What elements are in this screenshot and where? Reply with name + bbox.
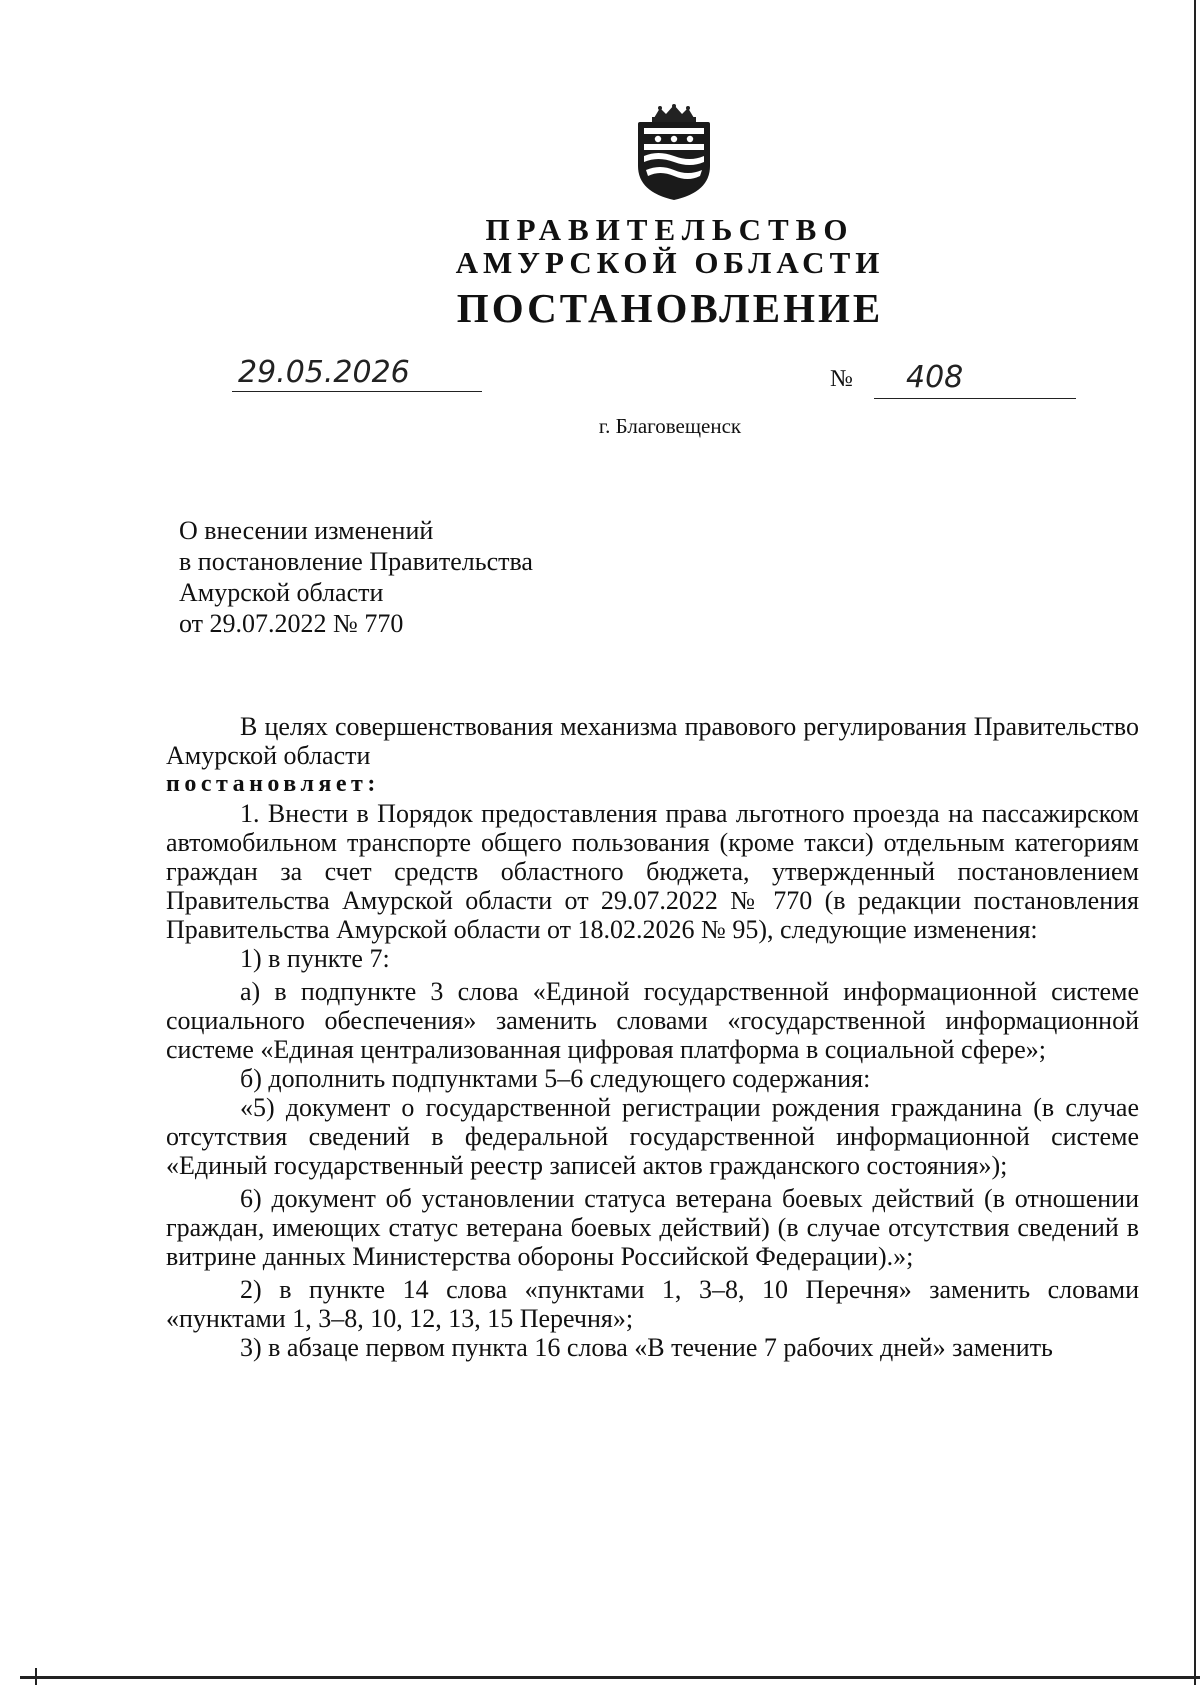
- page-edge-bottom: [20, 1676, 1200, 1679]
- clause-paragraph: 1. Внести в Порядок предоставления права льготного проезда на пассажирском автомобильном транспорте общего пользования (кроме такси) отдельным категориям граждан за счет средств областного бюджета, утвержденный постановлением Правительства Амурской области от 29.07.2022 № 770 (в редакции постановления Правительства Амурской области от 18.02.2026 № 95), следующие изменения:: [166, 799, 1139, 944]
- clause-paragraph: 6) документ об установлении статуса ветерана боевых действий (в отношении граждан, имеющих статус ветерана боевых действий) (в случае отсутствия сведений в витрине данных Министерства обороны Российской Федерации).»;: [166, 1184, 1139, 1271]
- document-number: 408: [906, 360, 964, 395]
- page-edge-tick: [35, 1668, 37, 1685]
- document-body: [166, 712, 1139, 1362]
- subject-line: в постановление Правительства: [179, 547, 533, 576]
- document-subject: [179, 515, 533, 639]
- number-sign: №: [830, 366, 853, 392]
- preamble-paragraph: В целях совершенствования механизма правового регулирования Правительство Амурской области: [166, 712, 1139, 770]
- clause-paragraph: 3) в абзаце первом пункта 16 слова «В течение 7 рабочих дней» заменить: [240, 1333, 1053, 1362]
- clause-paragraph: 1) в пункте 7:: [240, 944, 390, 973]
- government-name-line1: ПРАВИТЕЛЬСТВО: [485, 212, 855, 247]
- date-underline: [232, 391, 482, 392]
- subject-line: О внесении изменений: [179, 516, 434, 545]
- decree-word: постановляет:: [166, 771, 380, 797]
- document-type-title: ПОСТАНОВЛЕНИЕ: [456, 285, 884, 331]
- clause-paragraph: а) в подпункте 3 слова «Единой государственной информационной системе социального обеспечения» заменить словами «государственной информационной системе «Единая централизованная цифровая платформа в социальной сфере»;: [166, 977, 1139, 1064]
- number-underline: [874, 398, 1076, 399]
- document-city: г. Благовещенск: [598, 414, 742, 438]
- document-date: 29.05.2026: [238, 355, 410, 390]
- government-name-line2: АМУРСКОЙ ОБЛАСТИ: [455, 245, 885, 280]
- clause-paragraph: 2) в пункте 14 слова «пунктами 1, 3–8, 10 Перечня» заменить словами «пунктами 1, 3–8, 10, 12, 13, 15 Перечня»;: [166, 1275, 1139, 1333]
- clause-paragraph: «5) документ о государственной регистрации рождения гражданина (в случае отсутствия сведений в федеральной государственной информационной системе «Единый государственный реестр записей актов гражданского состояния»);: [166, 1093, 1139, 1180]
- clause-paragraph: б) дополнить подпунктами 5–6 следующего содержания:: [240, 1064, 871, 1093]
- subject-line: Амурской области: [179, 578, 384, 607]
- coat-of-arms-emblem: [632, 104, 716, 202]
- subject-line: от 29.07.2022 № 770: [179, 609, 404, 638]
